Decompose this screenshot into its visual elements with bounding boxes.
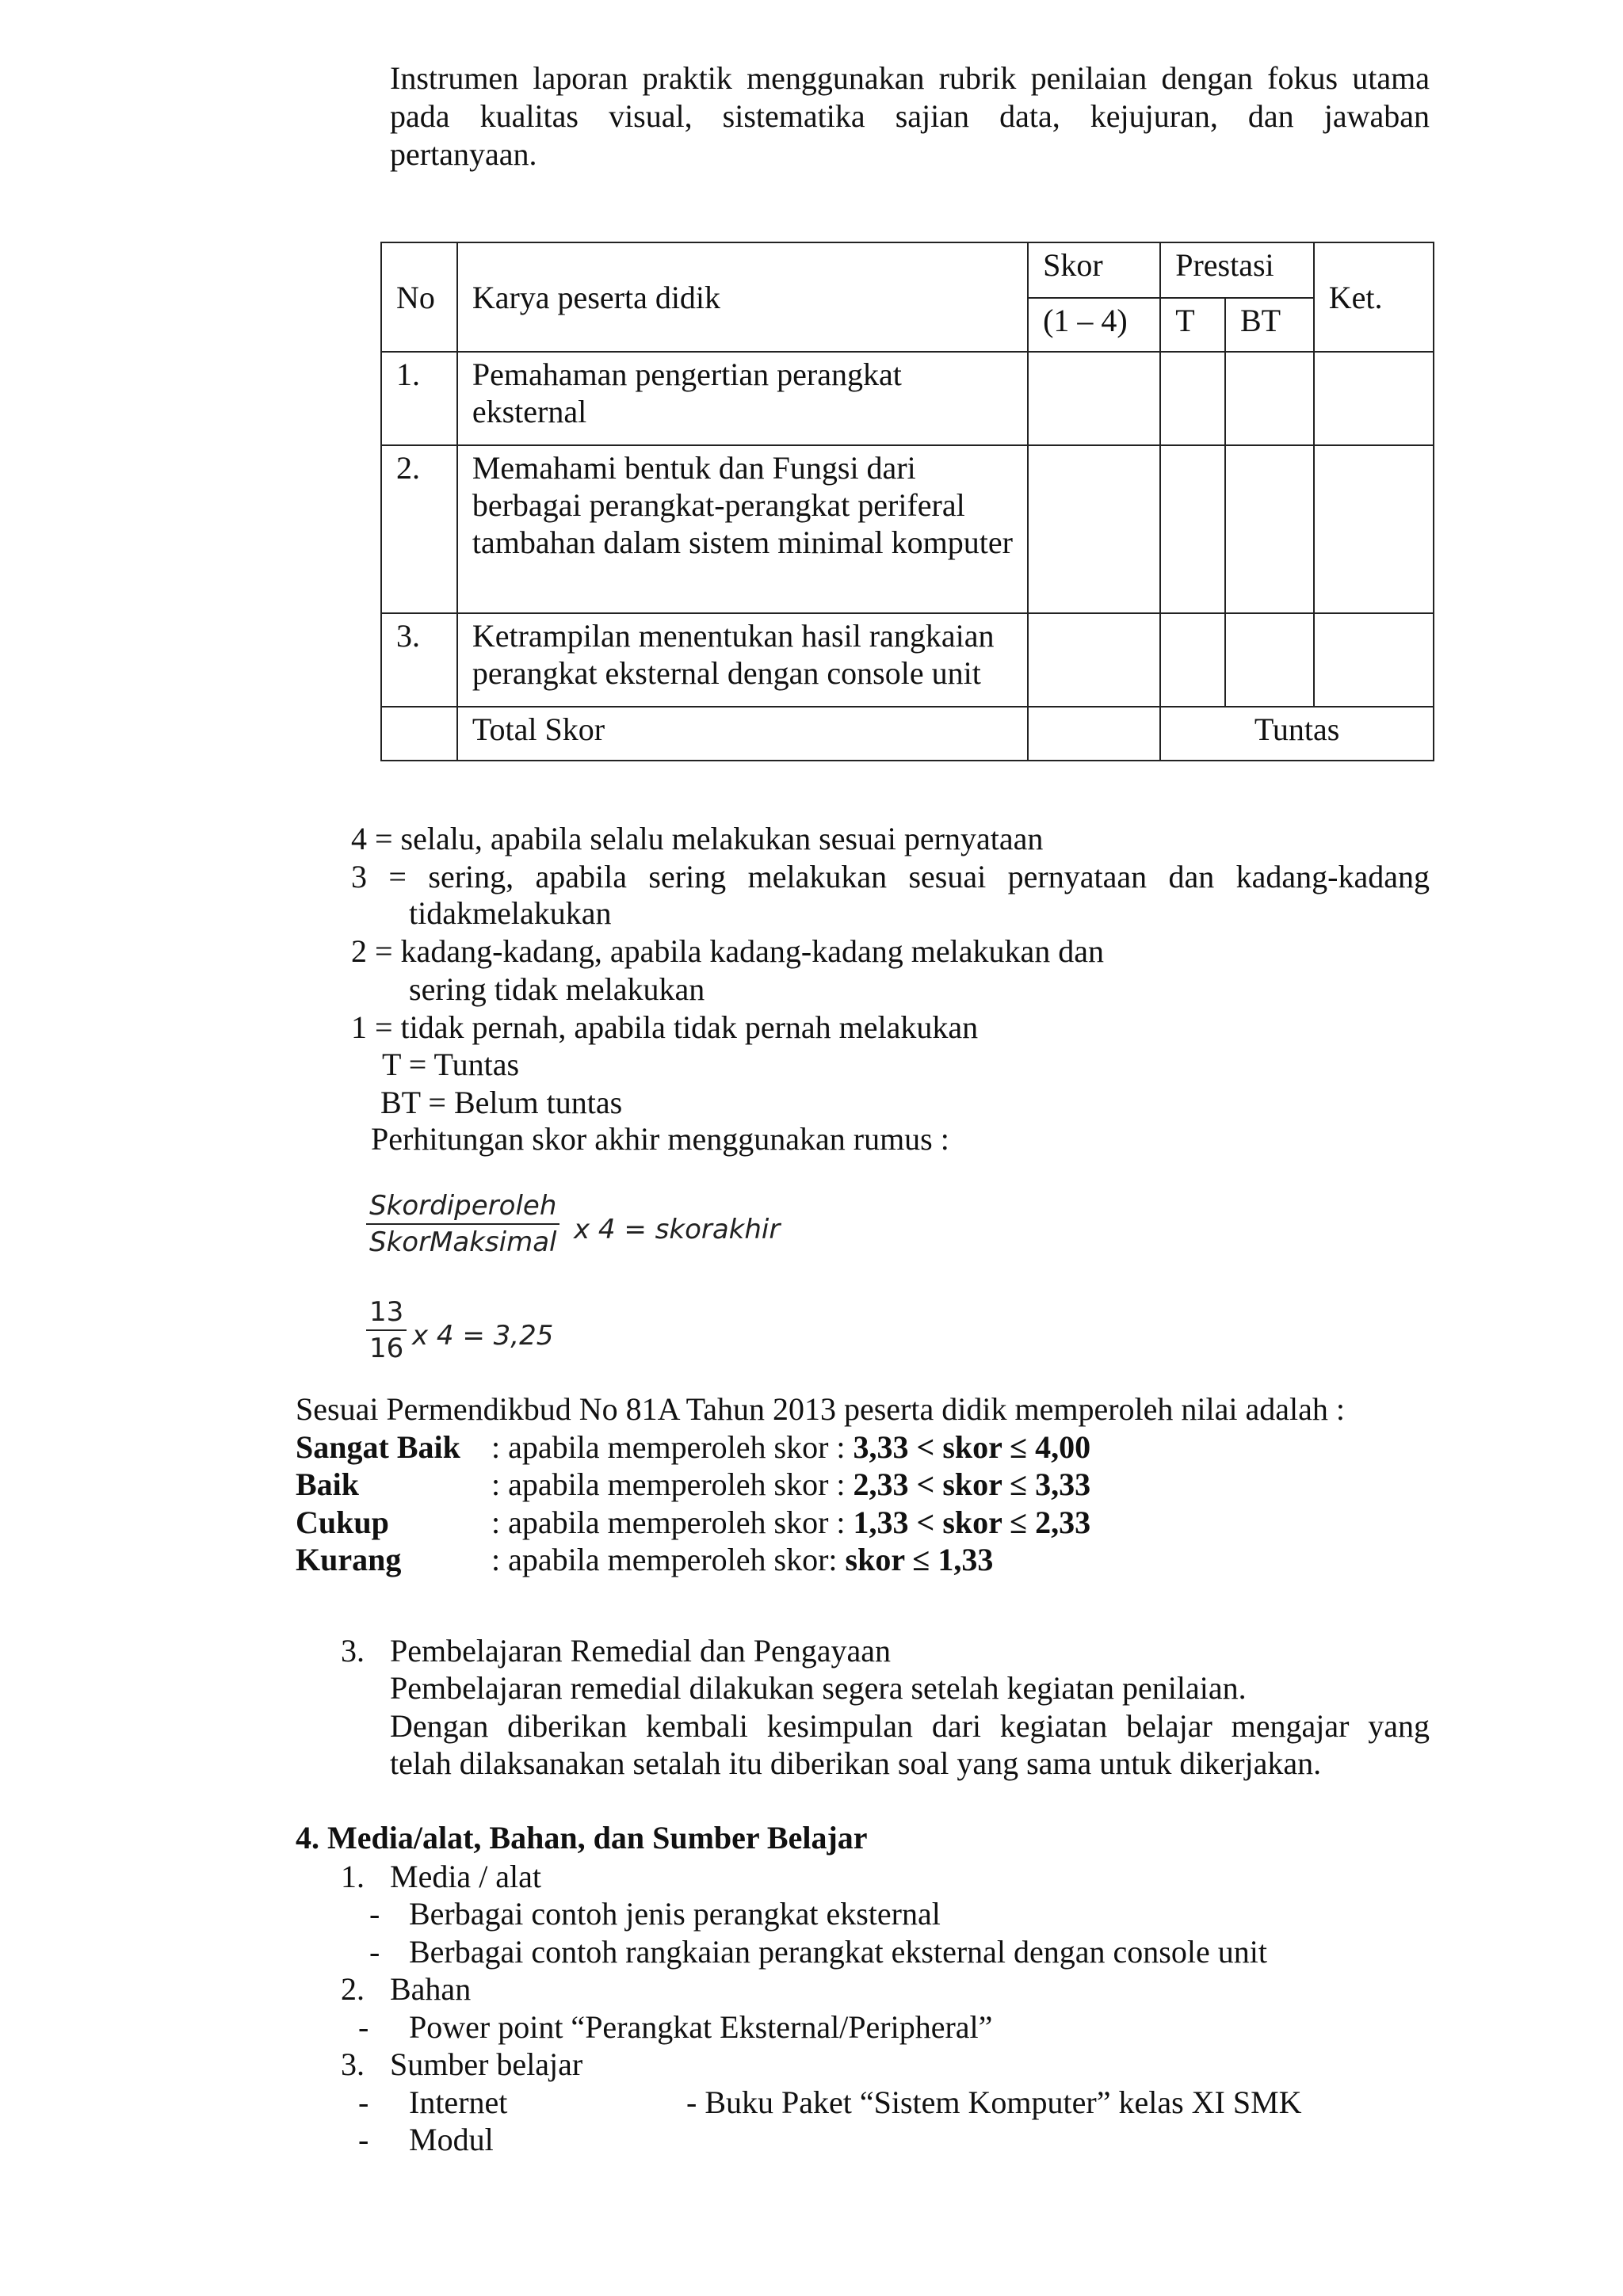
- row-no: 1.: [381, 352, 457, 445]
- grade-range: 1,33 < skor ≤ 2,33: [853, 1505, 1091, 1540]
- list-item-book: - Buku Paket “Sistem Komputer” kelas XI SMK: [686, 2084, 1302, 2120]
- grade-desc: [491, 1428, 1090, 1466]
- grade-desc: [491, 1541, 993, 1579]
- table-row: [381, 352, 1434, 445]
- legend-t: T = Tuntas: [382, 1047, 520, 1082]
- formula-2-expression: x 4 = 3,25: [412, 1320, 554, 1352]
- grade-text: : apabila memperoleh skor :: [491, 1466, 854, 1502]
- list-item: Power point “Perangkat Eksternal/Peripheral”: [409, 2009, 993, 2045]
- formula-numerator-2: 13: [366, 1296, 407, 1331]
- cell-t: [1160, 445, 1225, 613]
- bullet-dash: -: [358, 2084, 369, 2120]
- media-s1-number: 1.: [341, 1859, 365, 1894]
- grade-desc: [491, 1504, 1090, 1542]
- cell-t: [1160, 613, 1225, 707]
- bullet-dash: -: [369, 1934, 380, 1970]
- formula-numerator: Skordiperoleh: [366, 1190, 559, 1225]
- formula-fraction-2: [366, 1296, 407, 1364]
- grading-intro: Sesuai Permendikbud No 81A Tahun 2013 peserta didik memperoleh nilai adalah :: [296, 1391, 1345, 1427]
- total-value-cell: [1028, 707, 1160, 761]
- formula-denominator: SkorMaksimal: [369, 1226, 557, 1258]
- table-total-row: [381, 707, 1434, 761]
- cell-ket: [1314, 445, 1434, 613]
- header-prestasi: Prestasi: [1160, 242, 1313, 298]
- media-s3-number: 3.: [341, 2046, 365, 2082]
- remedial-paragraph-2: Dengan diberikan kembali kesimpulan dari kegiatan belajar mengajar yang: [390, 1708, 1430, 1744]
- media-s1-title: Media / alat: [390, 1859, 542, 1894]
- intro-line-3: pertanyaan.: [390, 136, 537, 172]
- tuntas-label: Tuntas: [1160, 707, 1434, 761]
- remedial-paragraph-1: Pembelajaran remedial dilakukan segera setelah kegiatan penilaian.: [390, 1670, 1247, 1706]
- media-s3-title: Sumber belajar: [390, 2046, 583, 2082]
- grade-text: : apabila memperoleh skor :: [491, 1505, 854, 1540]
- legend-4: 4 = selalu, apabila selalu melakukan sesuai pernyataan: [351, 821, 1044, 856]
- grade-range: 3,33 < skor ≤ 4,00: [853, 1429, 1091, 1465]
- remedial-number: 3.: [341, 1633, 365, 1669]
- formula-denominator-2: 16: [369, 1333, 404, 1364]
- remedial-paragraph-2-cont: telah dilaksanakan setalah itu diberikan soal yang sama untuk dikerjakan.: [390, 1745, 1322, 1781]
- remedial-title: Pembelajaran Remedial dan Pengayaan: [390, 1633, 891, 1669]
- grade-label: Sangat Baik: [296, 1429, 460, 1465]
- grade-row-baik: [296, 1466, 359, 1504]
- cell-ket: [1314, 352, 1434, 445]
- cell-skor: [1028, 613, 1160, 707]
- table-row: [381, 613, 1434, 707]
- header-skor: Skor: [1028, 242, 1160, 298]
- row-text: Memahami bentuk dan Fungsi dari berbagai perangkat-perangkat periferal tambahan dalam sistem minimal komputer: [457, 445, 1028, 613]
- header-skor-range: (1 – 4): [1028, 298, 1160, 352]
- grade-range: 2,33 < skor ≤ 3,33: [853, 1466, 1091, 1502]
- header-t: T: [1160, 298, 1225, 352]
- grade-text: : apabila memperoleh skor :: [491, 1429, 854, 1465]
- grade-label: Baik: [296, 1466, 360, 1502]
- row-no: 3.: [381, 613, 457, 707]
- bullet-dash: -: [358, 2009, 369, 2045]
- cell-bt: [1225, 613, 1314, 707]
- row-text: Pemahaman pengertian perangkat eksternal: [457, 352, 1028, 445]
- media-s2-number: 2.: [341, 1971, 365, 2007]
- list-item: Berbagai contoh jenis perangkat eksternal: [409, 1896, 941, 1932]
- total-empty-cell: [381, 707, 457, 761]
- legend-3: 3 = sering, apabila sering melakukan sesuai pernyataan dan kadang-kadang: [351, 859, 1430, 894]
- cell-ket: [1314, 613, 1434, 707]
- bullet-dash: -: [358, 2122, 369, 2157]
- cell-bt: [1225, 445, 1314, 613]
- grade-desc: [491, 1466, 1090, 1504]
- grade-row-kurang: [296, 1541, 401, 1579]
- grade-text: : apabila memperoleh skor:: [491, 1542, 846, 1577]
- media-s2-title: Bahan: [390, 1971, 472, 2007]
- cell-skor: [1028, 445, 1160, 613]
- row-no: 2.: [381, 445, 457, 613]
- rubric-table: [380, 242, 1434, 761]
- bullet-dash: -: [369, 1896, 380, 1932]
- grade-row-cukup: [296, 1504, 389, 1542]
- grade-label: Cukup: [296, 1505, 389, 1540]
- list-item: Berbagai contoh rangkaian perangkat eksternal dengan console unit: [409, 1934, 1267, 1970]
- formula-rest-2: [412, 1320, 553, 1352]
- header-ket: Ket.: [1314, 242, 1434, 352]
- header-no: No: [381, 242, 457, 352]
- row-text: Ketrampilan menentukan hasil rangkaian perangkat eksternal dengan console unit: [457, 613, 1028, 707]
- formula-fraction-1: [366, 1190, 559, 1258]
- intro-line-1: Instrumen laporan praktik menggunakan rubrik penilaian dengan fokus utama: [390, 60, 1430, 96]
- list-item: Modul: [409, 2122, 494, 2157]
- rumus-label: Perhitungan skor akhir menggunakan rumus :: [371, 1121, 949, 1157]
- header-bt: BT: [1225, 298, 1314, 352]
- cell-bt: [1225, 352, 1314, 445]
- legend-bt: BT = Belum tuntas: [380, 1085, 623, 1120]
- legend-2: 2 = kadang-kadang, apabila kadang-kadang melakukan dan: [351, 933, 1104, 969]
- legend-2-cont: sering tidak melakukan: [409, 971, 705, 1007]
- media-heading: 4. Media/alat, Bahan, dan Sumber Belajar: [296, 1820, 868, 1855]
- intro-line-2: pada kualitas visual, sistematika sajian data, kejujuran, dan jawaban: [390, 98, 1430, 134]
- grade-range: skor ≤ 1,33: [845, 1542, 994, 1577]
- grade-row-sangat-baik: [296, 1428, 460, 1466]
- cell-t: [1160, 352, 1225, 445]
- formula-rest: x 4 = skorakhir: [574, 1214, 781, 1245]
- cell-skor: [1028, 352, 1160, 445]
- list-item: Internet: [409, 2084, 508, 2120]
- grade-label: Kurang: [296, 1542, 402, 1577]
- total-label: Total Skor: [457, 707, 1028, 761]
- header-karya: Karya peserta didik: [457, 242, 1028, 352]
- legend-3-cont: tidakmelakukan: [409, 895, 612, 931]
- table-row: [381, 445, 1434, 613]
- legend-1: 1 = tidak pernah, apabila tidak pernah melakukan: [351, 1009, 979, 1045]
